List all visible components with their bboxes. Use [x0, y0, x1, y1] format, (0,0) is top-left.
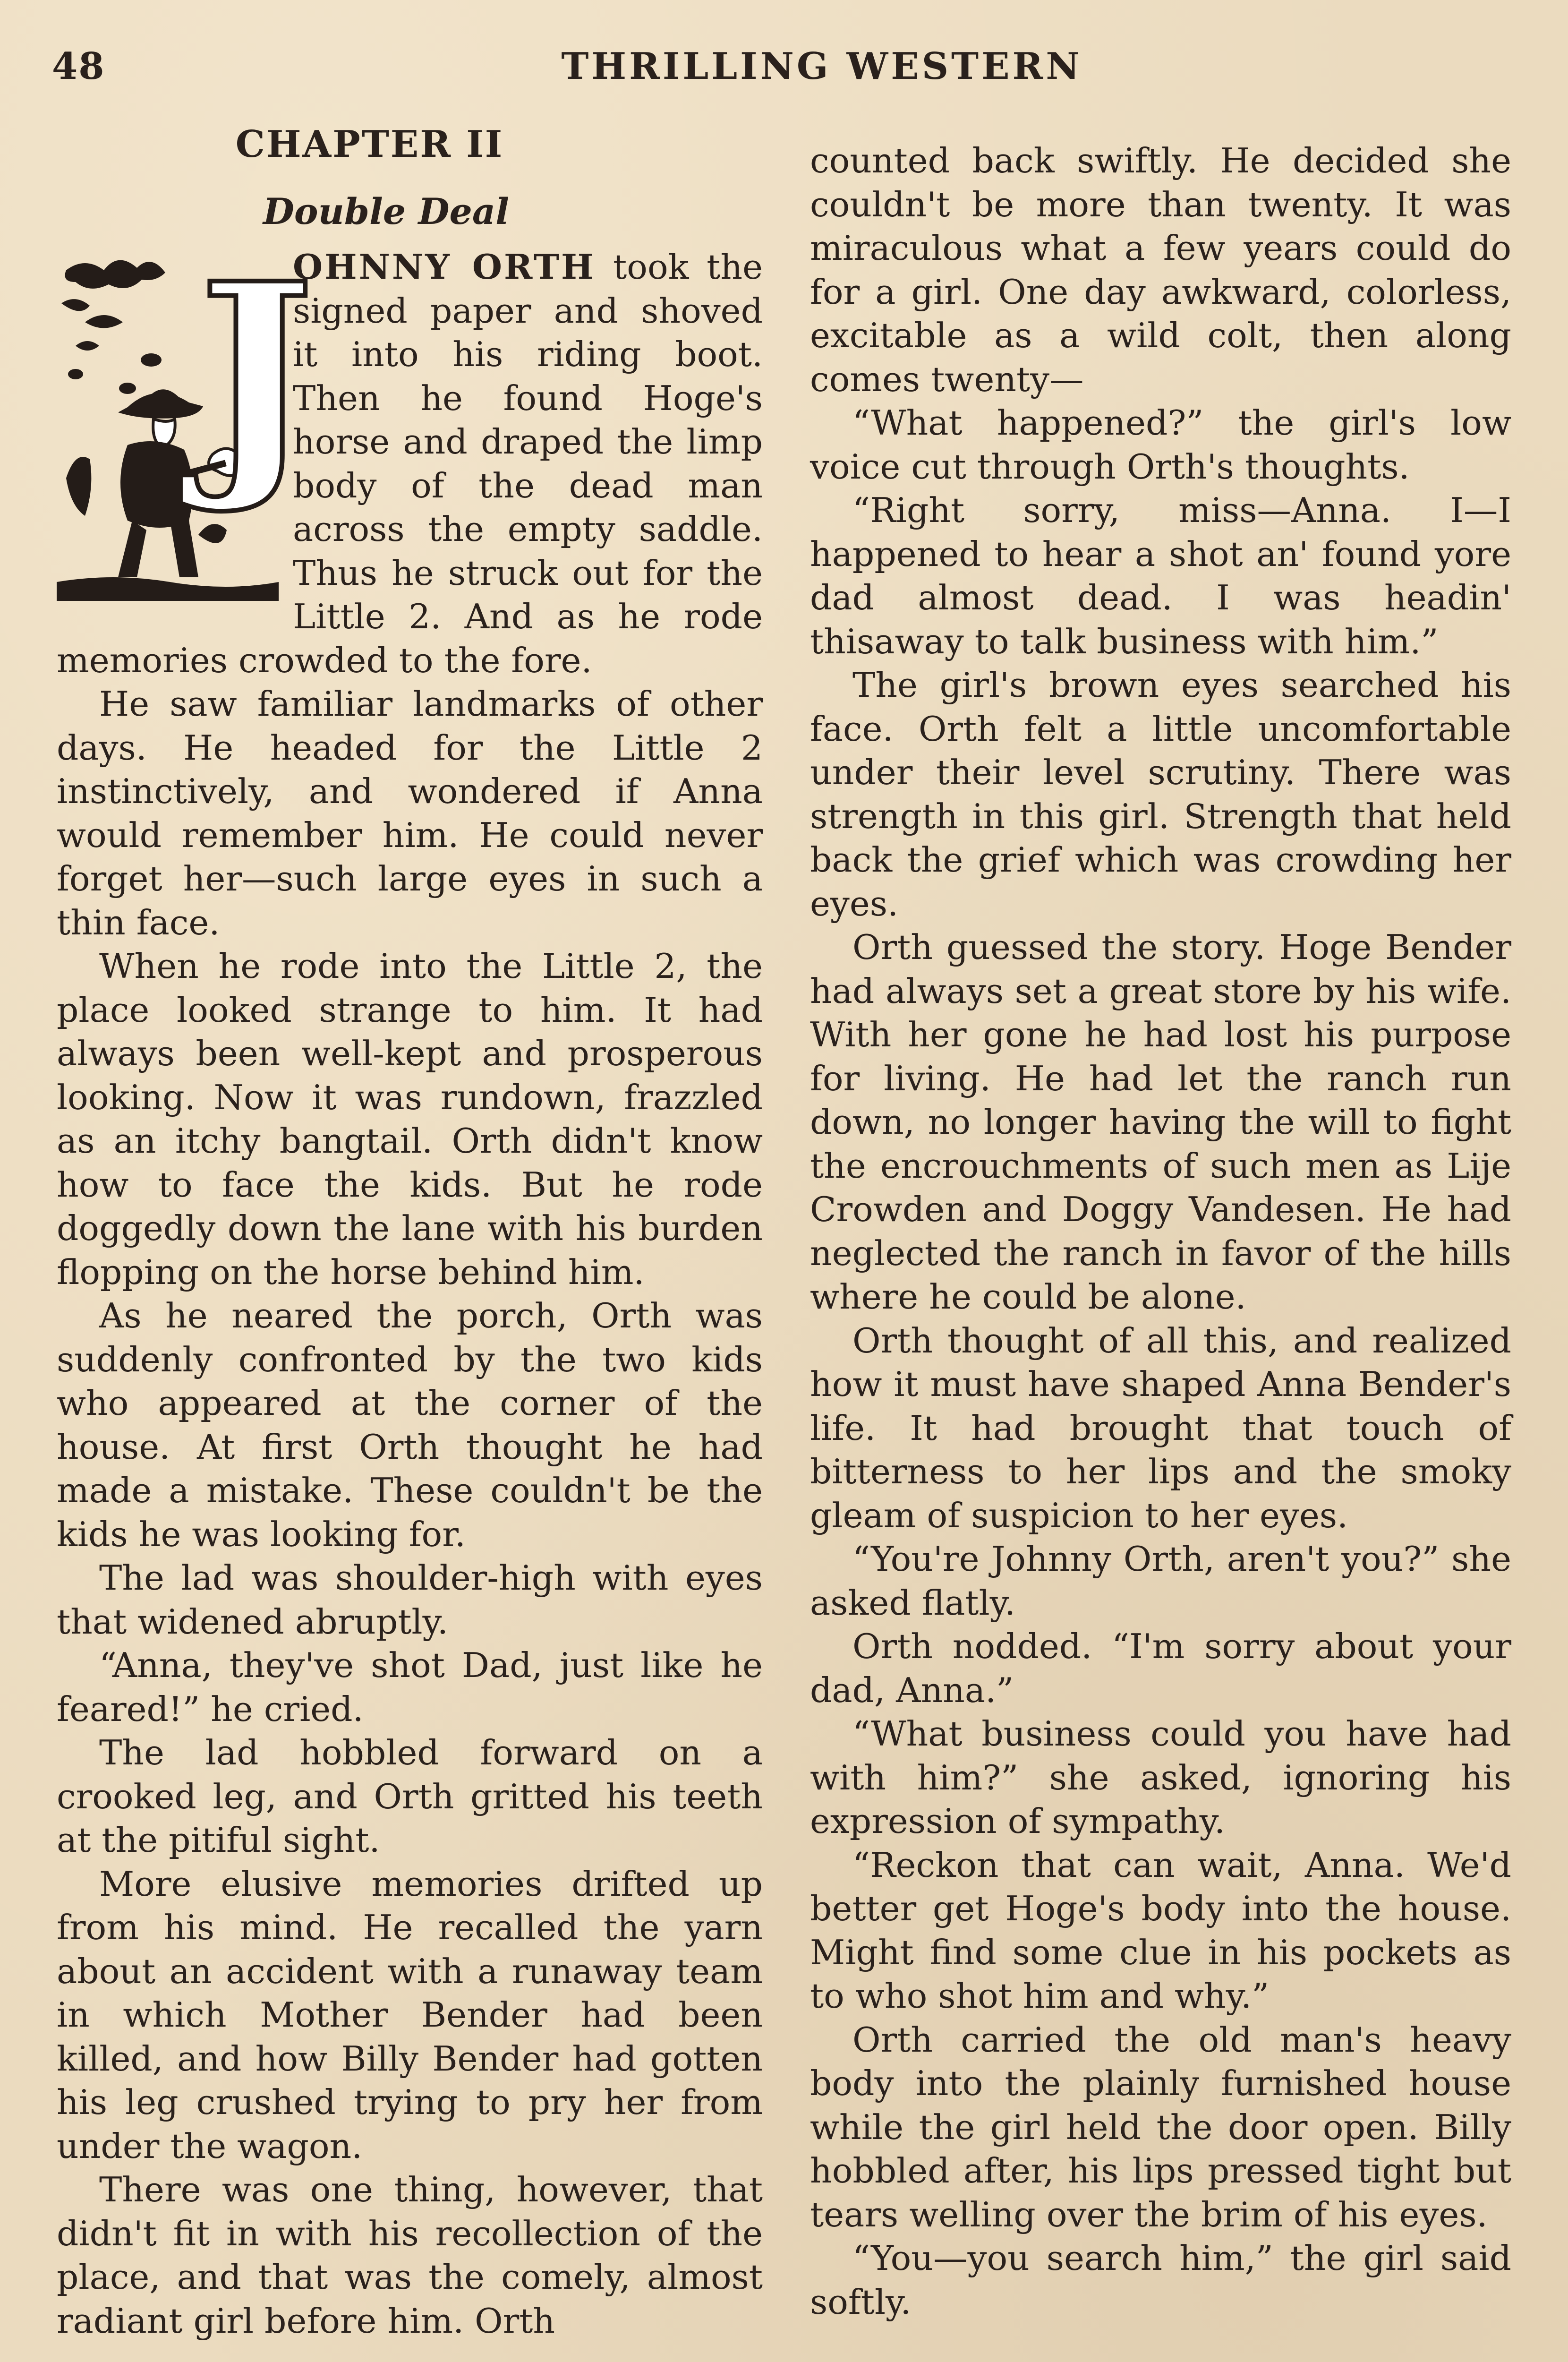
chapter-number: CHAPTER II: [235, 123, 504, 166]
paragraph: counted back swiftly. He decided she couldn't be more than twenty. It was miraculous what a few years could do for a girl. One day awkward, colorless, excitable as a wild colt, then along comes twenty—: [810, 141, 1511, 400]
chapter-title: Double Deal: [263, 190, 510, 232]
paragraph: Orth guessed the story. Hoge Bender had always set a great store by his wife. With her gone he had lost his purpose for living. He had let the ranch run down, no longer having the will to fight the encrouchments of such men as Lije Crowden and Doggy Vandesen. He had neglected the ranch in favor of the hills where he could be alone.: [810, 928, 1511, 1317]
paragraph: “You're Johnny Orth, aren't you?” she asked flatly.: [810, 1540, 1511, 1623]
right-column: [810, 139, 1511, 2324]
paragraph: “You—you search him,” the girl said softly.: [810, 2239, 1511, 2322]
paragraph: “What business could you have had with him?” she asked, ignoring his expression of sympathy.: [810, 1714, 1511, 1841]
paragraph: More elusive memories drifted up from his mind. He recalled the yarn about an accident with a runaway team in which Mother Bender had been killed, and how Billy Bender had gotten his leg crushed trying to pry her from under the wagon.: [57, 1864, 763, 2166]
running-title: THRILLING WESTERN: [561, 45, 1082, 88]
paragraph: “What happened?” the girl's low voice cut through Orth's thoughts.: [810, 403, 1511, 487]
drop-cap-letter: J: [198, 230, 315, 518]
paragraph: Orth nodded. “I'm sorry about your dad, Anna.”: [810, 1627, 1511, 1711]
drop-cap-illustration: [57, 230, 315, 601]
page-header: [52, 45, 1516, 106]
paragraph: Orth carried the old man's heavy body into the plainly furnished house while the girl held the door open. Billy hobbled after, his lips pressed tight but tears welling over the brim of his eyes.: [810, 2020, 1511, 2235]
paragraph: When he rode into the Little 2, the place looked strange to him. It had always been well-kept and prosperous looking. Now it was rundown, frazzled as an itchy bangtail. Orth didn't know how to face the kids. But he rode doggedly down the lane with his burden flopping on the horse behind him.: [57, 947, 763, 1292]
paragraph: “Reckon that can wait, Anna. We'd better get Hoge's body into the house. Might find some clue in his pockets as to who shot him and why.”: [810, 1845, 1511, 2016]
paragraph: The lad was shoulder-high with eyes that widened abruptly.: [57, 1558, 763, 1642]
paragraph: There was one thing, however, that didn't fit in with his recollection of the place, and that was the comely, almost radiant girl before him. Orth: [57, 2170, 763, 2341]
paragraph: “Right sorry, miss—Anna. I—I happened to hear a shot an' found yore dad almost dead. I was headin' thisaway to talk business with him.”: [810, 491, 1511, 662]
paragraph: Orth thought of all this, and realized how it must have shaped Anna Bender's life. It had brought that touch of bitterness to her lips and the smoky gleam of suspicion to her eyes.: [810, 1321, 1511, 1536]
paragraph-text: took the signed paper and shoved it into his riding boot. Then he found Hoge's horse and draped the limp body of the dead man across the empty saddle. Thus he struck out for the Little 2. And as he rode memories crowded to the fore.: [57, 248, 763, 681]
paragraph: As he neared the porch, Orth was suddenly confronted by the two kids who appeared at the corner of the house. At first Orth thought he had made a mistake. These couldn't be the kids he was looking for.: [57, 1296, 763, 1555]
left-column: [57, 123, 763, 2343]
paragraph: He saw familiar landmarks of other days. He headed for the Little 2 instinctively, and wondered if Anna would remember him. He could never forget her—such large eyes in such a thin face.: [57, 685, 763, 943]
lead-in: OHNNY ORTH: [293, 247, 596, 287]
paragraph: The lad hobbled forward on a crooked leg, and Orth gritted his teeth at the pitiful sight.: [57, 1733, 763, 1860]
paragraph: The girl's brown eyes searched his face. Orth felt a little uncomfortable under their level scrutiny. There was strength in this girl. Strength that held back the grief which was crowding her eyes.: [810, 666, 1511, 924]
paragraph: “Anna, they've shot Dad, just like he feared!” he cried.: [57, 1646, 763, 1729]
page-number: 48: [52, 45, 105, 88]
